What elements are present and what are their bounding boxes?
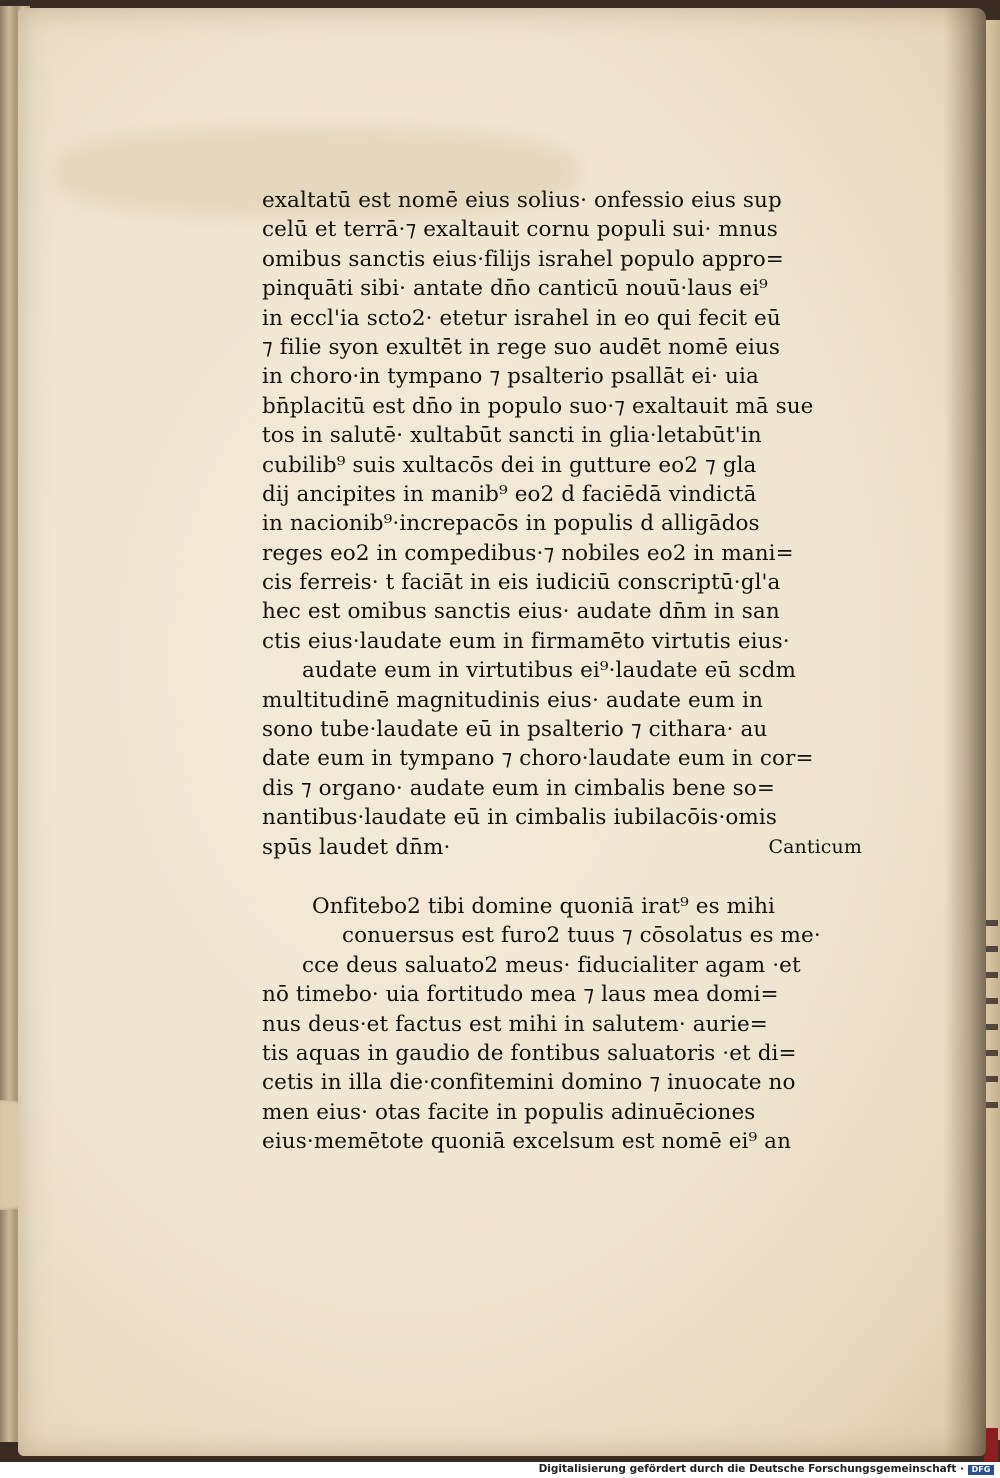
text-line: in nacionib⁹·increpacōs in populis d alligādos bbox=[262, 511, 760, 537]
next-page-text-fragment bbox=[984, 920, 998, 1120]
rubric-label: Canticum bbox=[768, 835, 862, 858]
text-line: tos in salutē· xultabūt sancti in glia·letabūt'in bbox=[262, 423, 762, 449]
text-line: cubilib⁹ suis xultacōs dei in gutture eo2 ⁊ gla bbox=[262, 452, 757, 478]
text-line-content: spūs laudet dn̄m· bbox=[262, 834, 451, 860]
text-line: reges eo2 in compedibus·⁊ nobiles eo2 in mani= bbox=[262, 540, 794, 566]
text-line: eius·memētote quoniā excelsum est nomē ei⁹ an bbox=[262, 1129, 792, 1155]
text-line: audate eum in virtutibus ei⁹·laudate eū scdm bbox=[302, 658, 796, 684]
page-gutter bbox=[944, 8, 986, 1456]
text-line: nantibus·laudate eū in cimbalis iubilacōis·omis bbox=[262, 805, 778, 831]
text-line: celū et terrā·⁊ exaltauit cornu populi sui· mnus bbox=[262, 217, 778, 243]
text-line: bn̄placitū est dn̄o in populo suo·⁊ exaltauit mā sue bbox=[262, 393, 814, 419]
text-line: sono tube·laudate eū in psalterio ⁊ cithara· au bbox=[262, 717, 768, 743]
text-line: men eius· otas facite in populis adinuēciones bbox=[262, 1099, 756, 1125]
text-line: nus deus·et factus est mihi in salutem· aurie= bbox=[262, 1011, 768, 1037]
text-line: date eum in tympano ⁊ choro·laudate eum in cor= bbox=[262, 746, 814, 772]
paragraph-gap bbox=[262, 862, 862, 892]
text-line: exaltatū est nomē eius solius· onfessio eius sup bbox=[262, 188, 782, 213]
text-line: dij ancipites in manib⁹ eo2 d faciēdā vindictā bbox=[262, 481, 757, 507]
text-line: in choro·in tympano ⁊ psalterio psallāt ei· uia bbox=[262, 364, 759, 390]
text-line: Onfitebo2 tibi domine quoniā irat⁹ es mihi bbox=[312, 893, 776, 919]
text-line: ⁊ filie syon exultēt in rege suo audēt nomē eius bbox=[262, 334, 781, 360]
footer-credit: Digitalisierung gefördert durch die Deutsche Forschungsgemeinschaft · bbox=[538, 1463, 964, 1475]
text-line: cetis in illa die·confitemini domino ⁊ inuocate no bbox=[262, 1070, 796, 1096]
text-line: multitudinē magnitudinis eius· audate eum in bbox=[262, 687, 764, 713]
text-line: tis aquas in gaudio de fontibus saluatoris ·et di= bbox=[262, 1040, 797, 1066]
text-line: hec est omibus sanctis eius· audate dn̄m in san bbox=[262, 599, 780, 625]
text-line-with-rubric bbox=[262, 833, 862, 862]
text-line: nō timebo· uia fortitudo mea ⁊ laus mea domi= bbox=[262, 982, 779, 1008]
text-line: pinquāti sibi· antate dn̄o canticū nouū·laus ei⁹ bbox=[262, 276, 768, 302]
text-line: cce deus saluato2 meus· fiducialiter agam ·et bbox=[302, 952, 801, 978]
dfg-logo: DFG bbox=[968, 1465, 994, 1475]
text-line: omibus sanctis eius·filijs israhel populo appro= bbox=[262, 246, 784, 272]
text-line: dis ⁊ organo· audate eum in cimbalis bene so= bbox=[262, 775, 775, 801]
text-line: in eccl'ia scto2· etetur israhel in eo qui fecit eū bbox=[262, 305, 781, 331]
text-line: cis ferreis· t faciāt in eis iudiciū conscriptū·gl'a bbox=[262, 570, 781, 596]
text-line: ctis eius·laudate eum in firmamēto virtutis eius· bbox=[262, 628, 790, 654]
text-block bbox=[262, 186, 862, 1157]
text-line: conuersus est furo2 tuus ⁊ cōsolatus es me· bbox=[342, 923, 821, 949]
footer bbox=[0, 1462, 1000, 1478]
binding-red-mark bbox=[984, 1428, 998, 1462]
